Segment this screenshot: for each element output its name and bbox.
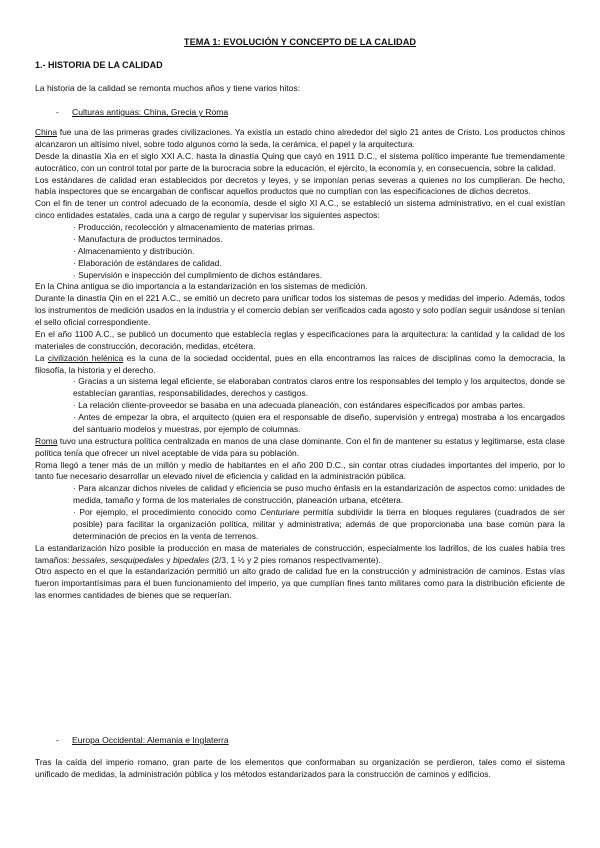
list-item: · Para alcanzar dichos niveles de calidad y eficiencia se puso mucho énfasis en la estandarización de aspectos como: unidades de medida, tamaño y forma de los materiales de construcción, planeación urbana, etcétera. [73, 483, 565, 506]
bullet-dash: - [56, 735, 59, 745]
paragraph: Tras la caída del imperio romano, gran parte de los elementos que conformaban su organización se perdieron, tales como el sistema unificado de medidas, la administración pública y los métodos estandarizados para la construcción de caminos y edificios. [35, 757, 565, 779]
term-civilizacion-helenica: civilización helénica [47, 352, 124, 363]
bullet-label: Culturas antiguas: China, Grecia y Roma [72, 107, 229, 117]
section-heading: 1.- HISTORIA DE LA CALIDAD [35, 60, 163, 70]
term-china: China [35, 127, 58, 137]
paragraph: Con el fin de tener un control adecuado de la economía, desde el siglo XI A.C., se estableció un sistema administrativo, en el cual existían cinco entidades estatales, cada una a cargo de regular y supervisar los siguientes aspectos: [35, 198, 565, 221]
body-text [35, 127, 565, 602]
list-item: · Elaboración de estándares de calidad. [73, 257, 222, 268]
paragraph: Durante la dinastía Qin en el 221 A.C., se emitió un decreto para unificar todos los sistemas de pesos y medidas del imperio. Además, todos los instrumentos de medición usados en la industria y el comercio debían ser verificados cada agosto y solo podían seguir usándose si tenían el sello oficial correspondiente. [35, 293, 565, 327]
paragraph: Roma tuvo una estructura política centralizada en manos de una clase dominante. Con el fin de mantener su estatus y legitimarse, esta clase política tenía que ofrecer un nivel aceptable de vida para su población. [35, 435, 565, 458]
term-centuriare: Centuriare [260, 507, 300, 517]
bullet-dash: - [56, 107, 59, 117]
list-item: · Almacenamiento y distribución. [73, 245, 195, 256]
paragraph: Desde la dinastía Xia en el siglo XXI A.C. hasta la dinastía Quing que cayó en 1911 D.C., el sistema político imperante fue tremendamente autocrático, con un control total por parte de la burocracia sobre la educación, el ejército, la economía y, en consecuencia, sobre la calidad. [35, 150, 565, 173]
bullet-culturas-antiguas [56, 107, 228, 117]
list-item: · Antes de empezar la obra, el arquitecto (quien era el responsable de diseño, supervisión y entrega) mostraba a los encargados del santuario modelos y muestras, por ejemplo de columnas. [73, 412, 565, 434]
intro-paragraph: La historia de la calidad se remonta muchos años y tiene varios hitos: [35, 83, 301, 93]
list-item: · Supervisión e inspección del cumplimiento de dichos estándares. [73, 269, 323, 280]
term-roma: Roma [35, 435, 58, 446]
paragraph: Otro aspecto en el que la estandarización permitió un alto grado de calidad fue en la construcción y administración de caminos. Estas vías fueron importantísimas para el buen funcionamiento del imperio, ya que cumplían fines tanto militares como para la distribución eficiente de las enormes cantidades de bienes que se requerían. [35, 566, 565, 601]
list-item: · Por ejemplo, el procedimiento conocido como Centuriare permitía subdividir la tierra en bloques regulares (cuadrados de ser posible) para facilitar la organización política, militar y administrativa; además de que proporcionaba una base común para la determinación de precios en la venta de terrenos. [73, 507, 565, 541]
list-item: · Producción, recolección y almacenamiento de materias primas. [73, 222, 315, 232]
paragraph: En el año 1100 A.C., se publicó un documento que establecía reglas y especificaciones para la arquitectura: la cantidad y la calidad de los materiales de construcción, decoración, medidas, etcétera. [35, 328, 565, 351]
paragraph: Los estándares de calidad eran establecidos por decretos y leyes, y se imponían penas severas a quienes no los cumplieran. De hecho, había inspectores que se encargaban de confiscar aquellos productos que no cumplían con las especificaciones de dichos decretos. [35, 174, 565, 197]
paragraph: La civilización helénica es la cuna de la sociedad occidental, pues en ella encontramos las raíces de disciplinas como la democracia, la filosofía, la historia y el derecho. [35, 352, 566, 375]
paragraph: China fue una de las primeras grades civilizaciones. Ya existía un estado chino alrededor del siglo 21 antes de Cristo. Los productos chinos alcanzaron un altísimo nivel, sobre todo algunos como la seda, la cerámica, el papel y la arquitectura. [35, 127, 565, 149]
paragraph: La estandarización hizo posible la producción en masa de materiales de construcción, especialmente los ladrillos, de los cuales había tres tamaños: bessales, sesquipedales y bipedales (2/3, 1 ½ y 2 pies romanos respectivamente). [35, 542, 565, 565]
list-item: · La relación cliente-proveedor se basaba en una adecuada planeación, con estándares especificados por ambas partes. [73, 400, 526, 411]
list-item: · Manufactura de productos terminados. [73, 233, 223, 244]
bullet-europa-occidental [56, 735, 229, 745]
bullet-label: Europa Occidental: Alemania e Inglaterra [72, 735, 229, 745]
list-item: · Gracias a un sistema legal eficiente, se elaboraban contratos claros entre los responsables del templo y los arquitectos, donde se establecían garantías, responsabilidades, derechos y castigos. [73, 376, 565, 399]
body-text-2 [35, 757, 565, 781]
paragraph: En la China antigua se dio importancia a la estandarización en los sistemas de medición. [35, 281, 368, 292]
paragraph: Roma llegó a tener más de un millón y medio de habitantes en el año 200 D.C., sin contar otras ciudades importantes del imperio, por lo tanto fue necesario desarrollar un elevado nivel de eficiencia y calidad en la administración pública. [35, 459, 565, 482]
document-title: TEMA 1: EVOLUCIÓN Y CONCEPTO DE LA CALIDAD [183, 37, 417, 47]
